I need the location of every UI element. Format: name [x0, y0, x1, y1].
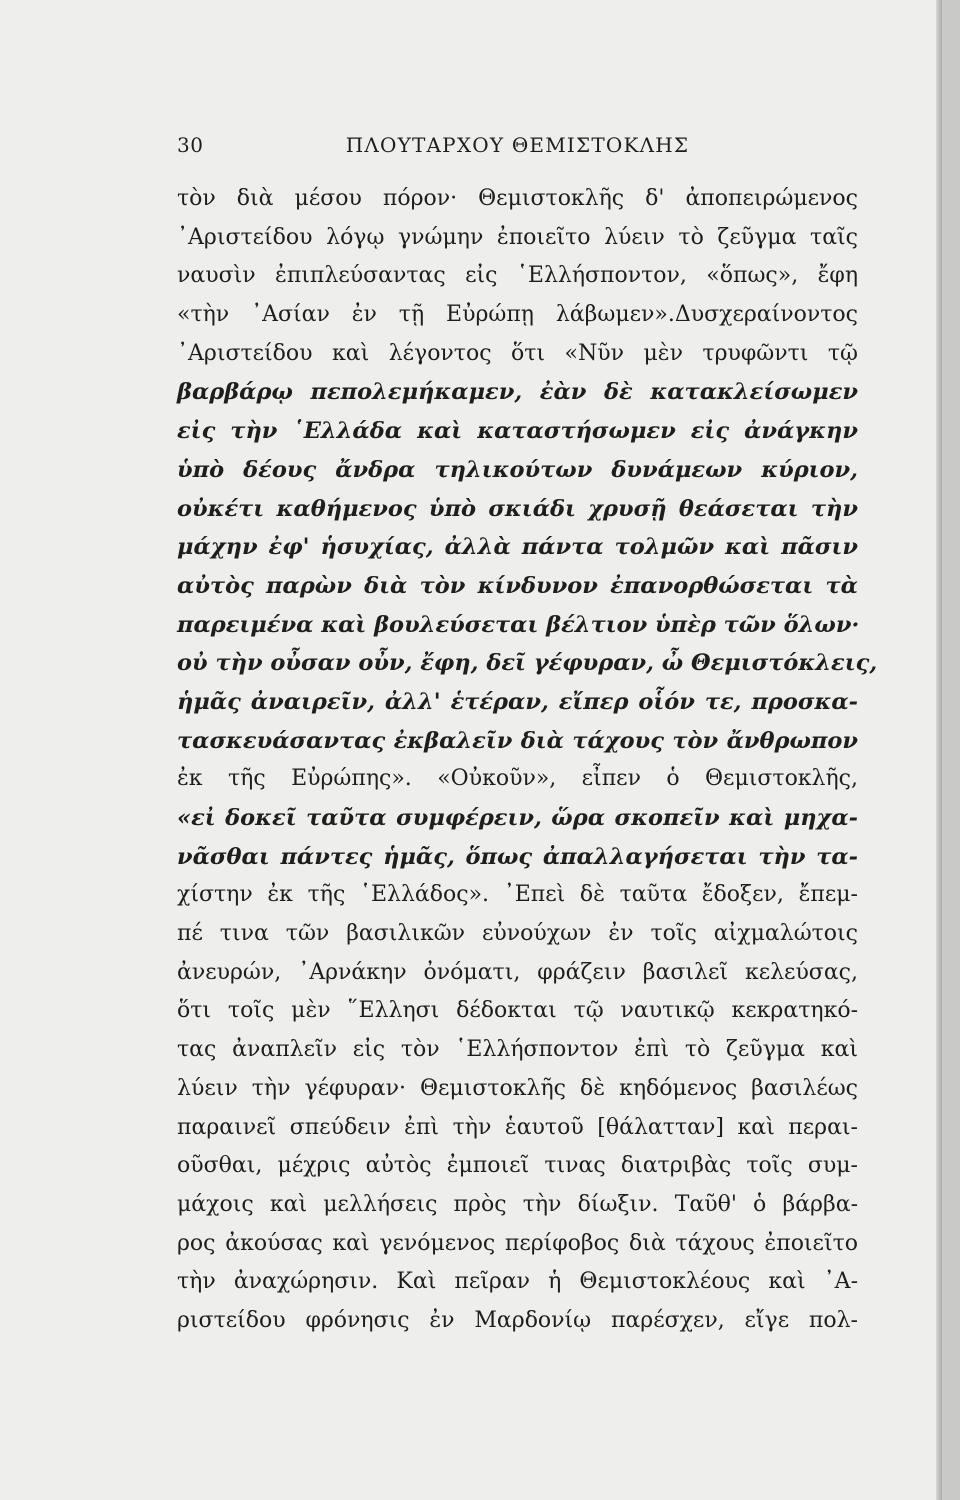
text-line: ἀνευρών, ᾿Αρνάκην ὀνόματι, φράζειν βασιλεῖ κελεύσας, — [177, 959, 858, 985]
page-edge — [936, 0, 942, 1500]
body-text — [177, 180, 878, 1341]
text-line: παραινεῖ σπεύδειν ἐπὶ τὴν ἑαυτοῦ [θάλατταν] καὶ περαι- — [177, 1114, 858, 1140]
text-line: μάχην ἐφ' ἡσυχίας, ἀλλὰ πάντα τολμῶν καὶ πᾶσιν — [177, 534, 858, 561]
text-line: ᾿Αριστείδου καὶ λέγοντος ὅτι «Νῦν μὲν τρυφῶντι τῷ — [177, 340, 858, 366]
text-line: «εἰ δοκεῖ ταῦτα συμφέρειν, ὥρα σκοπεῖν καὶ μηχα- — [177, 805, 858, 831]
text-line: οὐκέτι καθήμενος ὑπὸ σκιάδι χρυσῇ θεάσεται τὴν — [177, 495, 858, 522]
text-line: ἐκ τῆς Εὐρώπης». «Οὐκοῦν», εἶπεν ὁ Θεμιστοκλῆς, — [177, 766, 858, 792]
page-header — [177, 133, 858, 167]
text-line: νᾶσθαι πάντες ἡμᾶς, ὅπως ἀπαλλαγήσεται τὴν τα- — [177, 843, 858, 870]
text-line: τὴν ἀναχώρησιν. Καὶ πεῖραν ἡ Θεμιστοκλέους καὶ ᾿Α- — [177, 1269, 858, 1295]
text-line: ναυσὶν ἐπιπλεύσαντας εἰς ῾Ελλήσποντον, «ὅπως», ἔφη — [177, 263, 858, 289]
text-line: τας ἀναπλεῖν εἰς τὸν ῾Ελλήσποντον ἐπὶ τὸ ζεῦγμα καὶ — [177, 1037, 858, 1063]
text-line: ρος ἀκούσας καὶ γενόμενος περίφοβος διὰ τάχους ἐποιεῖτο — [177, 1230, 858, 1256]
text-line: τὸν διὰ μέσου πόρον· Θεμιστοκλῆς δ' ἀποπειρώμενος — [177, 186, 858, 211]
text-line: ἡμᾶς ἀναιρεῖν, ἀλλ' ἑτέραν, εἴπερ οἷόν τε, προσκα- — [177, 688, 858, 715]
page-number: 30 — [177, 133, 204, 157]
text-line: ριστείδου φρόνησις ἐν Μαρδονίῳ παρέσχεν, εἴγε πολ- — [177, 1307, 858, 1333]
text-line: μάχοις καὶ μελλήσεις πρὸς τὴν δίωξιν. Ταῦθ' ὁ βάρβα- — [177, 1191, 858, 1217]
text-line: χίστην ἐκ τῆς ῾Ελλάδος». ᾿Επεὶ δὲ ταῦτα ἔδοξεν, ἔπεμ- — [177, 882, 858, 908]
page-edge-shadow — [942, 0, 960, 1500]
text-line: ὑπὸ δέους ἄνδρα τηλικούτων δυνάμεων κύριον, — [177, 456, 858, 483]
text-line: εἰς τὴν ῾Ελλάδα καὶ καταστήσωμεν εἰς ἀνάγκην — [177, 418, 858, 445]
text-line: βαρβάρῳ πεπολεμήκαμεν, ἐὰν δὲ κατακλείσωμεν — [177, 379, 858, 406]
text-line: πέ τινα τῶν βασιλικῶν εὐνούχων ἐν τοῖς αἰχμαλώτοις — [177, 921, 858, 947]
text-line: λύειν τὴν γέφυραν· Θεμιστοκλῆς δὲ κηδόμενος βασιλέως — [177, 1075, 858, 1101]
text-line: ὅτι τοῖς μὲν ῞Ελλησι δέδοκται τῷ ναυτικῷ κεκρατηκό- — [177, 998, 858, 1024]
text-line: ᾿Αριστείδου λόγῳ γνώμην ἐποιεῖτο λύειν τὸ ζεῦγμα ταῖς — [177, 224, 858, 250]
text-line: «τὴν ᾿Ασίαν ἐν τῇ Εὐρώπῃ λάβωμεν».Δυσχεραίνοντος — [177, 302, 858, 328]
text-line: τασκευάσαντας ἐκβαλεῖν διὰ τάχους τὸν ἄνθρωπον — [177, 727, 858, 754]
text-line: οὐ τὴν οὖσαν οὖν, ἔφη, δεῖ γέφυραν, ὦ Θεμιστόκλεις, — [177, 650, 878, 677]
text-line: παρειμένα καὶ βουλεύσεται βέλτιον ὑπὲρ τῶν ὅλων· — [177, 611, 860, 638]
text-line: αὐτὸς παρὼν διὰ τὸν κίνδυνον ἐπανορθώσεται τὰ — [177, 572, 858, 599]
running-title: ΠΛΟΥΤΑΡΧΟΥ ΘΕΜΙΣΤΟΚΛΗΣ — [345, 133, 690, 157]
text-line: οῦσθαι, μέχρις αὐτὸς ἐμποιεῖ τινας διατριβὰς τοῖς συμ- — [177, 1153, 858, 1179]
